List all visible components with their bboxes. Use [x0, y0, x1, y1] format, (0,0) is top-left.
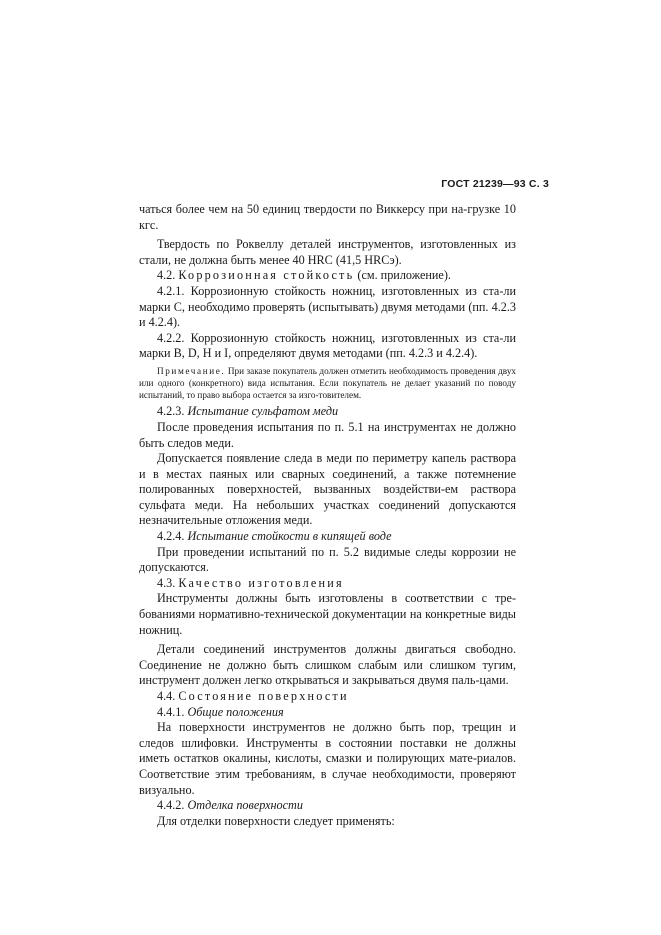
- section-heading-4-4-2: [139, 798, 516, 814]
- paragraph: Допускается появление следа в меди по периметру капель раствора и в местах паяных или сварных соединений, а также потемнение полированных поверхностей, вызванных воздействи-ем раствора сульфата меди. На небольших участках соединений допускаются незначительные отложения меди.: [139, 451, 516, 528]
- note-text: При заказе покупатель должен отметить необходимость проведения двух или одного (конкретного) вида испытания. Если покупатель не делает указаний по поводу испытаний, то право выбора остается за изго-товителем.: [139, 365, 517, 400]
- section-title: Общие положения: [187, 704, 284, 719]
- section-title: Отделка поверхности: [187, 798, 303, 813]
- note-label: Примечание.: [157, 365, 226, 376]
- section-number: 4.2.4.: [157, 529, 185, 544]
- section-title: Коррозионная стойкость: [178, 268, 355, 283]
- section-heading-4-2: [139, 268, 516, 284]
- paragraph-4-2-2: 4.2.2. Коррозионную стойкость ножниц, изготовленных из ста-ли марки B, D, H и I, определяют двумя методами (пп. 4.2.3 и 4.2.4).: [139, 330, 516, 361]
- section-heading-4-2-3: [139, 404, 516, 420]
- paragraph: Детали соединений инструментов должны двигаться свободно. Соединение не должно быть слишком слабым или слишком тугим, инструмент должен легко открываться и закрываться двумя паль-цами.: [139, 642, 516, 688]
- page-header: ГОСТ 21239—93 С. 3: [441, 178, 549, 190]
- paragraph-4-2-1: 4.2.1. Коррозионную стойкость ножниц, изготовленных из ста-ли марки С, необходимо проверять (испытывать) двумя методами (пп. 4.2.3 и 4.2.4).: [139, 283, 516, 330]
- paragraph: Для отделки поверхности следует применять:: [157, 813, 395, 828]
- body-text: [139, 202, 516, 829]
- section-number: 4.2.3.: [157, 404, 185, 419]
- section-title: Испытание сульфатом меди: [187, 404, 339, 419]
- section-number: 4.2.: [157, 268, 176, 283]
- section-heading-4-3: [139, 576, 516, 592]
- section-number: 4.4.: [157, 689, 176, 704]
- section-title-tail: (см. приложение).: [357, 268, 451, 283]
- paragraph: При проведении испытаний по п. 5.2 видимые следы коррозии не допускаются.: [139, 544, 516, 575]
- section-title: Состояние поверхности: [178, 689, 349, 704]
- paragraph: После проведения испытания по п. 5.1 на инструментах не должно быть следов меди.: [139, 419, 516, 450]
- section-number: 4.3.: [157, 575, 176, 590]
- section-heading-4-4: [139, 689, 516, 705]
- section-number: 4.4.1.: [157, 704, 185, 719]
- section-heading-4-2-4: [139, 529, 516, 545]
- note: [139, 366, 516, 401]
- paragraph: Инструменты должны быть изготовлены в соответствии с тре-бованиями нормативно-технической документации на конкретные виды ножниц.: [139, 591, 516, 637]
- paragraph: чаться более чем на 50 единиц твердости по Виккерсу при на-грузке 10 кгс.: [139, 202, 516, 232]
- section-heading-4-4-1: [139, 705, 516, 721]
- paragraph: Твердость по Роквеллу деталей инструментов, изготовленных из стали, не должна быть менее 40 HRC (41,5 HRCэ).: [139, 237, 516, 267]
- section-number: 4.4.2.: [157, 798, 185, 813]
- section-title: Качество изготовления: [178, 575, 344, 590]
- paragraph: На поверхности инструментов не должно быть пор, трещин и следов шлифовки. Инструменты в состоянии поставки не должны иметь остатков окалины, кислоты, смазки и полирующих мате-риалов. Соответствие этим требованиям, в случае необходимости, проверяют визуально.: [139, 720, 516, 797]
- section-title: Испытание стойкости в кипящей воде: [187, 529, 392, 544]
